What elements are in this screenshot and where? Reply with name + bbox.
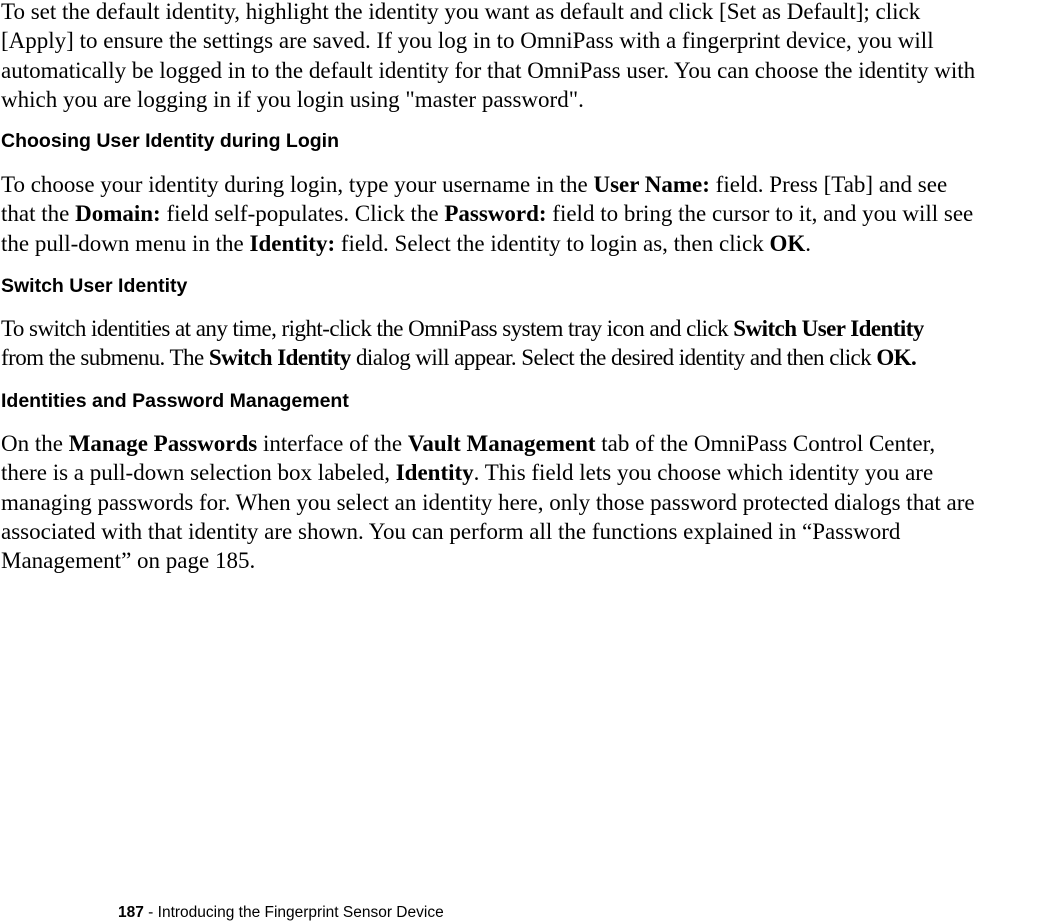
text-segment: which you are logging in if you login using "master password". <box>1 86 584 112</box>
text-segment: . <box>805 230 811 256</box>
text-line <box>1 56 975 85</box>
text-segment: managing passwords for. When you select an identity here, only those password protected dialogs that are <box>1 489 975 515</box>
text-line <box>1 488 975 517</box>
bold-text: OK. <box>876 345 917 371</box>
bold-text: Identity <box>395 460 474 486</box>
text-segment: associated with that identity are shown. You can perform all the functions explained in “Password <box>1 518 901 544</box>
text-line <box>1 458 975 487</box>
heading-choosing-identity: Choosing User Identity during Login <box>1 130 339 152</box>
paragraph-switch-identity <box>1 314 924 373</box>
text-segment: field. Press [Tab] and see <box>709 172 948 197</box>
heading-switch-identity: Switch User Identity <box>1 275 188 297</box>
text-line <box>1 170 973 199</box>
text-line <box>1 85 975 114</box>
page-number: 187 <box>118 904 144 921</box>
text-line <box>1 429 975 458</box>
text-segment: interface of the <box>257 431 408 456</box>
bold-text: User Name: <box>593 172 710 197</box>
text-segment: field to bring the cursor to it, and you will see <box>546 201 974 227</box>
text-segment: [Apply] to ensure the settings are saved. If you log in to OmniPass with a fingerprint device, you will <box>1 28 934 54</box>
text-line <box>1 314 924 343</box>
text-segment: that the <box>1 201 76 227</box>
page-footer <box>118 904 444 922</box>
text-segment: from the submenu. The <box>1 345 209 371</box>
text-line <box>1 229 973 258</box>
text-segment: tab of the OmniPass Control Center, <box>595 431 936 456</box>
paragraph-password-management <box>1 429 975 575</box>
paragraph-default-identity <box>1 0 975 114</box>
text-line <box>1 199 973 228</box>
text-segment: On the <box>1 431 69 456</box>
bold-text: Identity: <box>249 230 336 256</box>
heading-password-management: Identities and Password Management <box>1 390 349 412</box>
bold-text: Switch Identity <box>208 345 351 371</box>
bold-text: Password: <box>444 201 547 227</box>
text-segment: To choose your identity during login, type your username in the <box>1 172 594 197</box>
paragraph-choosing-identity <box>1 170 973 258</box>
text-line <box>1 26 975 55</box>
text-segment: field. Select the identity to login as, then click <box>335 230 770 256</box>
text-line <box>1 0 975 26</box>
text-line <box>1 343 924 372</box>
text-segment: the pull-down menu in the <box>1 230 250 256</box>
text-segment: there is a pull-down selection box labeled, <box>1 460 396 486</box>
text-segment: dialog will appear. Select the desired identity and then click <box>350 345 877 371</box>
text-segment: To set the default identity, highlight the identity you want as default and click [Set as Default]; click <box>1 0 921 24</box>
bold-text: Manage Passwords <box>68 431 258 456</box>
bold-text: Switch User Identity <box>733 316 924 341</box>
text-segment: automatically be logged in to the default identity for that OmniPass user. You can choose the identity with <box>1 57 976 83</box>
text-segment: field self-populates. Click the <box>160 201 445 227</box>
text-segment: . This field lets you choose which identity you are <box>473 460 934 486</box>
text-segment: To switch identities at any time, right-click the OmniPass system tray icon and click <box>1 316 734 341</box>
footer-title: - Introducing the Fingerprint Sensor Device <box>143 904 444 921</box>
bold-text: Vault Management <box>407 431 596 456</box>
bold-text: Domain: <box>75 201 161 227</box>
text-line <box>1 517 975 546</box>
text-segment: Management” on page 185. <box>1 548 256 574</box>
text-line <box>1 546 975 575</box>
bold-text: OK <box>769 230 806 256</box>
